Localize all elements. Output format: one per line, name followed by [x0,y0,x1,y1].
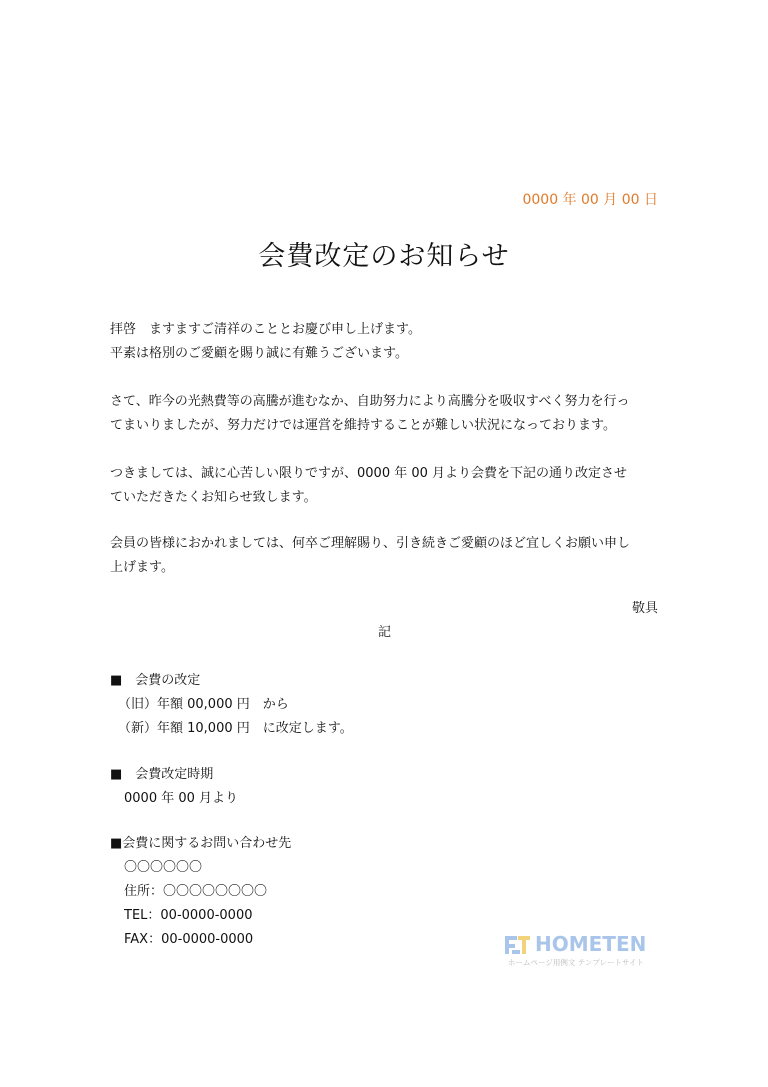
new-fee-line: （新）年額 10,000 円 に改定します。 [118,721,353,736]
contact-tel: TEL：00-0000-0000 [124,908,253,923]
closing-keigu: 敬具 [631,601,658,616]
body-paragraph-1-line-1: さて、昨今の光熱費等の高騰が進むなか、自助努力により高騰分を吸収すべく努力を行っ [110,394,630,409]
greeting-line-2: 平素は格別のご愛顧を賜り誠に有難うございます。 [110,346,408,361]
contact-address: 住所：〇〇〇〇〇〇〇〇 [124,884,268,899]
body-paragraph-2-line-1: つきましては、誠に心苦しい限りですが、0000 年 00 月より会費を下記の通り改定させ [110,466,628,481]
contact-name: 〇〇〇〇〇〇 [124,860,203,875]
body-paragraph-2-line-2: ていただきたくお知らせ致します。 [110,490,317,505]
page-title: 会費改定のお知らせ [258,241,510,272]
old-fee-line: （旧）年額 00,000 円 から [118,697,289,712]
body-paragraph-1-line-2: てまいりましたが、努力だけでは運営を維持することが難しい状況になっております。 [110,418,616,433]
letter-date: 0000 年 00 月 00 日 [522,192,658,208]
contact-fax: FAX：00-0000-0000 [124,932,254,947]
section-revision-date-heading: ■ 会費改定時期 [110,767,214,782]
hometen-watermark-logo [505,932,655,972]
section-contact-heading: ■会費に関するお問い合わせ先 [110,836,292,851]
hometen-logo-icon [505,934,531,956]
greeting-line-1: 拝啓 ますますご清祥のこととお慶び申し上げます。 [110,322,421,337]
body-paragraph-3-line-2: 上げます。 [110,560,174,575]
ki-marker: 記 [378,625,392,640]
hometen-brand-text: HOMETEN [535,932,647,956]
hometen-tagline: ホームページ用例文 テンプレートサイト [508,958,645,967]
revision-date-value: 0000 年 00 月より [124,791,239,806]
section-fee-revision-heading: ■ 会費の改定 [110,673,201,688]
body-paragraph-3-line-1: 会員の皆様におかれましては、何卒ご理解賜り、引き続きご愛顧のほど宜しくお願い申し [110,536,631,551]
